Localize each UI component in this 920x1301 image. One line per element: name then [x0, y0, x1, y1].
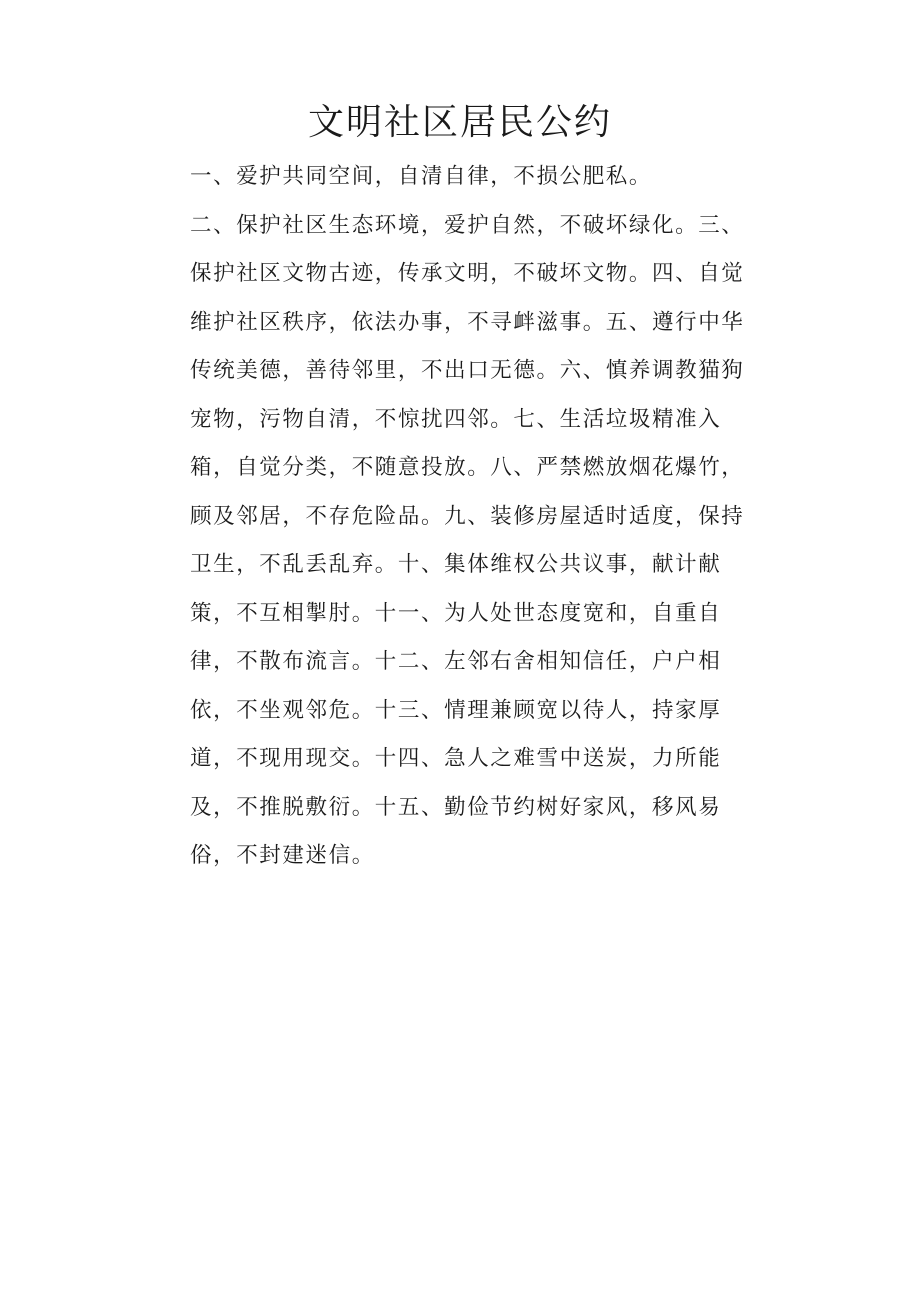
body-line: 律，不散布流言。十二、左邻右舍相知信任，户户相 [190, 649, 722, 674]
body-line: 维护社区秩序，依法办事，不寻衅滋事。五、遵行中华 [190, 309, 745, 335]
document-body [190, 153, 750, 881]
body-line: 箱，自觉分类，不随意投放。八、严禁燃放烟花爆竹， [190, 455, 745, 480]
document-title: 文明社区居民公约 [307, 102, 612, 143]
body-line: 及，不推脱敷衍。十五、勤俭节约树好家风，移风易 [190, 794, 722, 820]
body-line: 道，不现用现交。十四、急人之难雪中送炭，力所能 [190, 746, 722, 771]
body-line: 保护社区文物古迹，传承文明，不破坏文物。四、自觉 [190, 261, 745, 286]
body-line: 二、保护社区生态环境，爱护自然，不破坏绿化。三、 [190, 212, 745, 238]
body-line: 一、爱护共同空间，自清自律，不损公肥私。 [190, 164, 653, 189]
body-line: 依，不坐观邻危。十三、情理兼顾宽以待人，持家厚 [190, 697, 722, 723]
body-line: 策，不互相掣肘。十一、为人处世态度宽和，自重自 [190, 600, 722, 626]
body-line: 卫生，不乱丢乱弃。十、集体维权公共议事，献计献 [190, 552, 722, 577]
body-line: 传统美德，善待邻里，不出口无德。六、慎养调教猫狗 [190, 358, 745, 383]
body-line: 顾及邻居，不存危险品。九、装修房屋适时适度，保持 [190, 503, 745, 529]
body-line: 宠物，污物自清，不惊扰四邻。七、生活垃圾精准入 [190, 406, 722, 432]
body-line: 俗，不封建迷信。 [190, 843, 375, 868]
